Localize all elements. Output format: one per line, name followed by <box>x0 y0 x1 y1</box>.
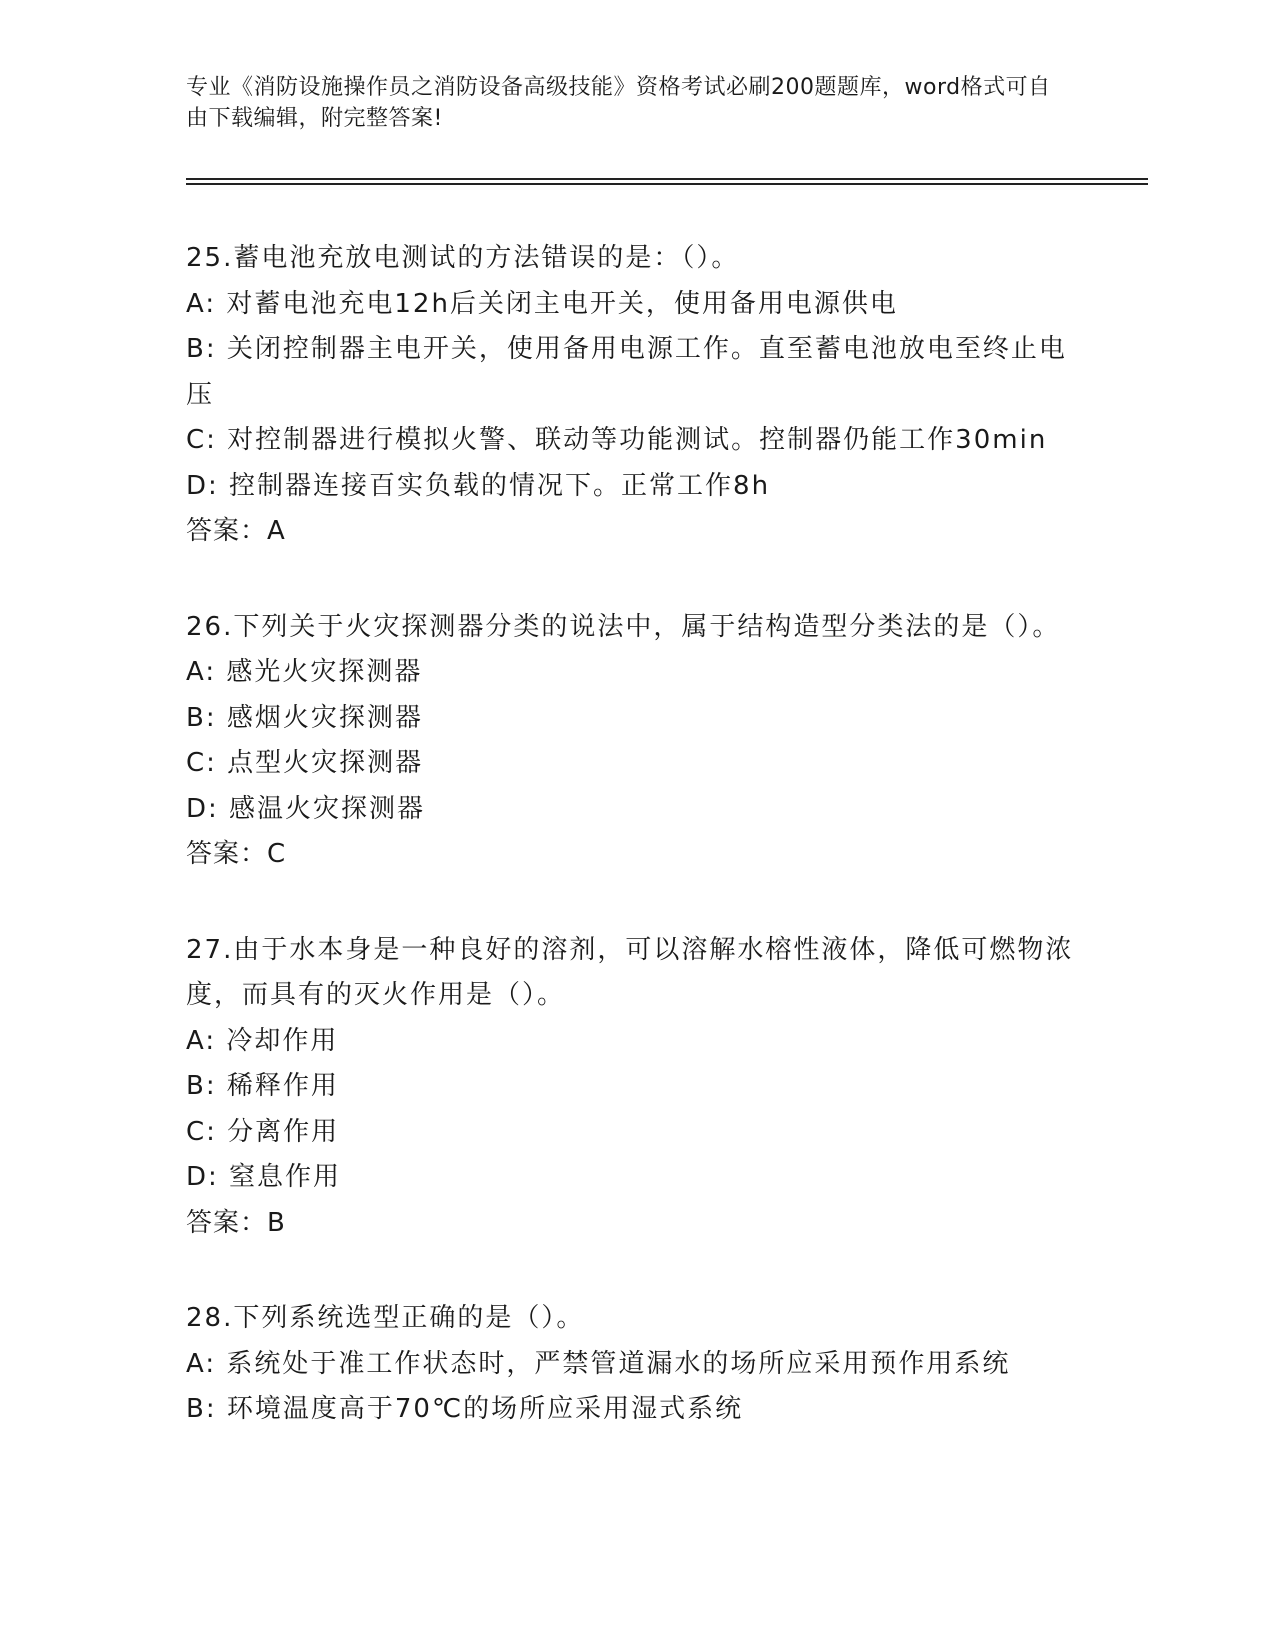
option-a: A: 冷却作用 <box>186 1025 339 1056</box>
option-c: C: 点型火灾探测器 <box>186 748 424 778</box>
option-d: D: 感温火灾探测器 <box>186 793 426 824</box>
question-stem: 28.下列系统选型正确的是（）。 <box>186 1303 585 1333</box>
question-stem: 27.由于水本身是一种良好的溶剂，可以溶解水榕性液体，降低可燃物浓度，而具有的灭火作用是（）。 <box>186 934 1074 1010</box>
option-b: B: 感烟火灾探测器 <box>186 702 423 733</box>
answer-label: 答案：B <box>186 1207 286 1238</box>
option-d: D: 窒息作用 <box>186 1162 342 1192</box>
question-list <box>186 236 1086 1483</box>
question-27 <box>186 928 1086 1247</box>
question-26 <box>186 605 1086 878</box>
option-b: B: 稀释作用 <box>186 1071 339 1101</box>
question-stem: 25.蓄电池充放电测试的方法错误的是：（）。 <box>186 243 740 273</box>
option-a: A: 感光火灾探测器 <box>186 657 423 687</box>
option-b: B: 关闭控制器主电开关，使用备用电源工作。直至蓄电池放电至终止电压 <box>186 334 1067 410</box>
option-a: A: 对蓄电池充电12h后关闭主电开关，使用备用电源供电 <box>186 288 898 319</box>
document-header: 专业《消防设施操作员之消防设备高级技能》资格考试必刷200题题库，word格式可自由下载编辑，附完整答案! <box>186 75 1051 131</box>
answer-label: 答案：A <box>186 516 286 546</box>
answer-label: 答案：C <box>186 839 287 869</box>
option-b: B: 环境温度高于70℃的场所应采用湿式系统 <box>186 1394 744 1424</box>
header-divider-bottom <box>186 183 1148 185</box>
question-stem: 26.下列关于火灾探测器分类的说法中，属于结构造型分类法的是（）。 <box>186 611 1061 642</box>
question-28 <box>186 1296 1086 1433</box>
option-c: C: 分离作用 <box>186 1116 340 1147</box>
header-divider-top <box>186 178 1148 180</box>
option-c: C: 对控制器进行模拟火警、联动等功能测试。控制器仍能工作30min <box>186 425 1048 455</box>
option-d: D: 控制器连接百实负载的情况下。正常工作8h <box>186 470 771 501</box>
question-25 <box>186 236 1086 555</box>
option-a: A: 系统处于准工作状态时，严禁管道漏水的场所应采用预作用系统 <box>186 1348 1011 1379</box>
